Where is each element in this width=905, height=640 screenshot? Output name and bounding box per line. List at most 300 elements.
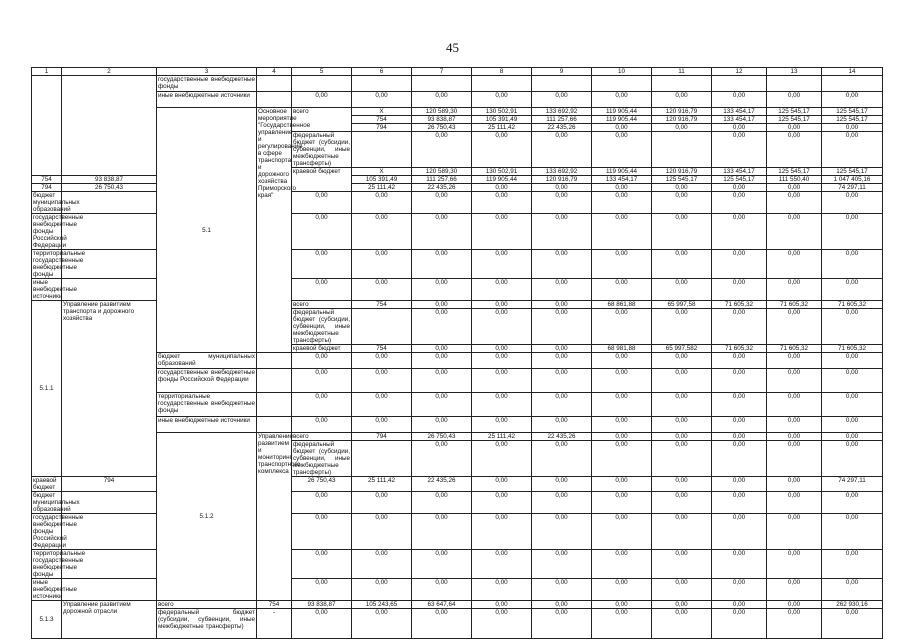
table-cell: 0,00 — [352, 550, 412, 579]
table-cell: 0,00 — [472, 301, 532, 309]
table-cell: 0,00 — [532, 192, 592, 214]
column-number: 8 — [472, 68, 532, 76]
table-cell: 0,00 — [412, 309, 472, 345]
table-cell: 0,00 — [412, 417, 472, 433]
table-cell: 74 297,11 — [822, 184, 883, 192]
table-cell: 0,00 — [472, 609, 532, 639]
table-cell: 0,00 — [712, 441, 767, 477]
table-cell: 0,00 — [472, 369, 532, 393]
table-cell — [257, 393, 292, 417]
table-cell: 0,00 — [652, 601, 712, 609]
table-cell: 125 545,17 — [767, 116, 822, 124]
table-cell: 0,00 — [652, 609, 712, 639]
table-cell: 0,00 — [532, 214, 592, 250]
table-cell: 754 — [257, 601, 292, 609]
table-row — [32, 433, 883, 441]
table-cell: 0,00 — [822, 514, 883, 550]
table-cell — [257, 417, 292, 433]
table-cell: 125 545,17 — [822, 108, 883, 116]
table-cell: 0,00 — [352, 609, 412, 639]
table-cell: 0,00 — [412, 579, 472, 601]
table-cell: 0,00 — [652, 492, 712, 514]
table-cell: 0,00 — [532, 132, 592, 168]
table-cell: 0,00 — [472, 309, 532, 345]
table-cell: государственные внебюджетные фонды Российской Федерации — [33, 514, 84, 549]
table-cell — [62, 76, 157, 176]
table-cell: 0,00 — [472, 492, 532, 514]
table-cell: 0,00 — [472, 214, 532, 250]
table-cell: 125 545,17 — [822, 116, 883, 124]
table-cell: федеральный бюджет (субсидии, субвенции, иные межбюджетные трансферты) — [293, 132, 350, 167]
table-cell: всего — [157, 601, 257, 609]
table-cell: 0,00 — [712, 214, 767, 250]
table-cell: 0,00 — [652, 353, 712, 369]
table-cell: 0,00 — [712, 417, 767, 433]
table-cell: Управление развитием транспорта и дорожного хозяйства — [62, 301, 157, 477]
table-row — [32, 393, 883, 417]
table-cell: 0,00 — [292, 369, 352, 393]
table-cell: 0,00 — [592, 477, 652, 492]
table-cell — [32, 76, 62, 176]
table-cell: 0,00 — [767, 132, 822, 168]
table-cell: 65 997,58 — [652, 301, 712, 309]
table-cell: 125 545,17 — [652, 176, 712, 184]
table-cell: 0,00 — [712, 250, 767, 279]
table-cell: 0,00 — [472, 250, 532, 279]
table-cell: 0,00 — [712, 369, 767, 393]
table-cell — [412, 76, 472, 92]
table-cell: 5.1.3 — [32, 601, 62, 639]
table-cell: 0,00 — [652, 250, 712, 279]
table-cell: 0,00 — [532, 309, 592, 345]
table-cell: 26 750,43 — [292, 477, 352, 492]
table-cell: 0,00 — [652, 477, 712, 492]
table-cell: 0,00 — [532, 550, 592, 579]
table-cell: 754 — [352, 116, 412, 124]
table-cell: 0,00 — [472, 441, 532, 477]
table-cell: 120 916,79 — [652, 168, 712, 176]
table-cell: 0,00 — [767, 514, 822, 550]
table-cell: 0,00 — [822, 192, 883, 214]
table-cell: 0,00 — [352, 279, 412, 301]
table-cell: 119 905,44 — [592, 108, 652, 116]
table-cell: 794 — [32, 184, 62, 192]
table-cell: 0,00 — [472, 353, 532, 369]
column-number: 13 — [767, 68, 822, 76]
table-cell: 0,00 — [412, 192, 472, 214]
table-cell: 0,00 — [767, 441, 822, 477]
table-cell: 0,00 — [532, 441, 592, 477]
table-cell: 0,00 — [352, 369, 412, 393]
table-cell: федеральный бюджет (субсидии, субвенции, иные межбюджетные трансферты) — [293, 309, 350, 344]
column-number: 11 — [652, 68, 712, 76]
table-row — [32, 601, 883, 609]
table-cell: 0,00 — [592, 250, 652, 279]
table-cell: 0,00 — [592, 550, 652, 579]
table-cell — [257, 92, 292, 108]
table-cell: 111 257,66 — [412, 176, 472, 184]
table-cell: 0,00 — [352, 579, 412, 601]
table-cell: 0,00 — [472, 477, 532, 492]
table-cell — [652, 132, 712, 168]
table-cell: 0,00 — [412, 441, 472, 477]
table-cell: федеральный бюджет (субсидии, субвенции, иные межбюджетные трансферты) — [293, 441, 350, 476]
table-cell: 0,00 — [652, 393, 712, 417]
table-cell: 0,00 — [822, 393, 883, 417]
table-cell: 63 647,64 — [412, 601, 472, 609]
table-cell: 0,00 — [822, 433, 883, 441]
table-cell: 0,00 — [712, 609, 767, 639]
table-cell: 0,00 — [767, 550, 822, 579]
table-cell: 0,00 — [767, 192, 822, 214]
table-cell: 0,00 — [592, 184, 652, 192]
table-cell: Х — [352, 108, 412, 116]
table-cell: 0,00 — [472, 192, 532, 214]
table-cell: 25 111,42 — [352, 477, 412, 492]
table-cell: 0,00 — [592, 279, 652, 301]
table-cell: 754 — [352, 301, 412, 309]
table-cell: 0,00 — [592, 92, 652, 108]
column-number-row — [32, 68, 883, 76]
table-cell: 0,00 — [412, 393, 472, 417]
table-cell: 0,00 — [532, 184, 592, 192]
table-cell: 5.1.2 — [157, 433, 257, 601]
column-number: 7 — [412, 68, 472, 76]
table-cell: 0,00 — [592, 309, 652, 345]
table-cell: 0,00 — [592, 601, 652, 609]
table-cell: 22 435,26 — [412, 477, 472, 492]
table-cell: 71 605,32 — [712, 301, 767, 309]
table-cell: 0,00 — [412, 250, 472, 279]
table-cell: 0,00 — [532, 279, 592, 301]
table-cell: 120 916,79 — [652, 116, 712, 124]
table-cell: 0,00 — [532, 492, 592, 514]
column-number: 10 — [592, 68, 652, 76]
table-cell: 133 692,92 — [532, 108, 592, 116]
column-number: 6 — [352, 68, 412, 76]
table-cell: 133 454,17 — [592, 176, 652, 184]
table-cell: 0,00 — [352, 393, 412, 417]
table-cell: 0,00 — [592, 353, 652, 369]
table-cell — [712, 76, 767, 92]
table-cell: 0,00 — [352, 353, 412, 369]
table-cell: 0,00 — [767, 579, 822, 601]
table-cell: 0,00 — [292, 550, 352, 579]
table-cell: 0,00 — [352, 417, 412, 433]
table-cell: территориальные государственные внебюджетные фонды — [33, 550, 86, 578]
table-cell: 0,00 — [592, 417, 652, 433]
table-cell: 0,00 — [822, 279, 883, 301]
table-cell: 0,00 — [472, 345, 532, 353]
table-cell: 0,00 — [767, 279, 822, 301]
table-cell: 130 502,91 — [472, 168, 532, 176]
table-cell: 0,00 — [592, 579, 652, 601]
table-cell: 0,00 — [592, 514, 652, 550]
table-cell: 0,00 — [712, 492, 767, 514]
table-cell: 0,00 — [652, 214, 712, 250]
table-row — [32, 609, 883, 639]
table-cell: 0,00 — [712, 601, 767, 609]
table-cell: 68 981,88 — [592, 345, 652, 353]
table-cell: 0,00 — [652, 124, 712, 132]
table-cell: 133 454,17 — [712, 116, 767, 124]
table-cell: 0,00 — [292, 514, 352, 550]
table-cell: 0,00 — [822, 353, 883, 369]
table-cell — [767, 76, 822, 92]
table-cell: 0,00 — [352, 250, 412, 279]
table-cell: 0,00 — [712, 433, 767, 441]
table-cell: 0,00 — [472, 132, 532, 168]
table-cell — [532, 76, 592, 92]
table-cell: 0,00 — [412, 609, 472, 639]
table-cell — [352, 132, 412, 168]
table-cell: 794 — [352, 433, 412, 441]
table-cell: 0,00 — [292, 393, 352, 417]
table-cell: 0,00 — [412, 492, 472, 514]
table-cell: 111 257,66 — [532, 116, 592, 124]
table-cell: 105 243,65 — [352, 601, 412, 609]
table-cell: 0,00 — [712, 353, 767, 369]
table-cell: 0,00 — [712, 192, 767, 214]
table-cell: 0,00 — [822, 369, 883, 393]
table-cell: 0,00 — [712, 309, 767, 345]
table-cell: 71 605,32 — [822, 345, 883, 353]
table-cell: 0,00 — [652, 514, 712, 550]
table-cell: 0,00 — [292, 492, 352, 514]
table-cell: 0,00 — [352, 92, 412, 108]
table-cell: 0,00 — [822, 124, 883, 132]
table-cell: 0,00 — [712, 393, 767, 417]
table-cell: 754 — [352, 345, 412, 353]
table-cell — [352, 309, 412, 345]
table-cell: 0,00 — [472, 184, 532, 192]
table-cell: 0,00 — [712, 514, 767, 550]
table-cell: 0,00 — [767, 601, 822, 609]
table-cell: 120 589,30 — [412, 168, 472, 176]
column-number: 1 — [32, 68, 62, 76]
table-cell: 0,00 — [472, 601, 532, 609]
column-number: 12 — [712, 68, 767, 76]
table-cell: 0,00 — [712, 124, 767, 132]
table-cell: 0,00 — [767, 477, 822, 492]
table-cell: 0,00 — [652, 579, 712, 601]
table-cell — [352, 76, 412, 92]
table-row — [32, 92, 883, 108]
table-cell: Управление развитием дорожной отрасли — [62, 601, 157, 639]
table-cell: 0,00 — [352, 492, 412, 514]
table-cell: 0,00 — [412, 214, 472, 250]
table-cell: 0,00 — [652, 369, 712, 393]
table-cell: краевой бюджет — [292, 345, 352, 353]
column-number: 3 — [157, 68, 257, 76]
table-cell: всего — [292, 301, 352, 309]
column-number: 9 — [532, 68, 592, 76]
table-cell: 0,00 — [767, 124, 822, 132]
table-cell: 0,00 — [472, 579, 532, 601]
table-cell: 0,00 — [822, 550, 883, 579]
table-cell: 0,00 — [652, 92, 712, 108]
table-cell: 5.1 — [157, 108, 257, 353]
table-cell: 0,00 — [592, 393, 652, 417]
table-cell: 0,00 — [352, 214, 412, 250]
table-cell: 0,00 — [472, 417, 532, 433]
table-cell: 0,00 — [712, 132, 767, 168]
table-cell: 0,00 — [652, 550, 712, 579]
table-cell: 133 454,17 — [712, 168, 767, 176]
table-cell: 0,00 — [652, 417, 712, 433]
table-cell: краевой бюджет — [32, 477, 62, 492]
table-cell: 0,00 — [292, 214, 352, 250]
table-cell: 130 502,91 — [472, 108, 532, 116]
table-cell: 0,00 — [292, 579, 352, 601]
table-cell: 111 550,40 — [767, 176, 822, 184]
table-cell: Х — [352, 168, 412, 176]
table-cell: 119 905,44 — [472, 176, 532, 184]
table-cell: 0,00 — [592, 124, 652, 132]
table-cell: 0,00 — [652, 309, 712, 345]
table-cell: 125 545,17 — [767, 108, 822, 116]
table-cell: 1 047 405,16 — [822, 176, 883, 184]
table-cell: 22 435,26 — [532, 433, 592, 441]
table-cell: 26 750,43 — [62, 184, 157, 192]
table-cell: 119 905,44 — [592, 116, 652, 124]
table-cell: 25 111,42 — [472, 124, 532, 132]
table-cell: 0,00 — [822, 417, 883, 433]
table-cell: 0,00 — [592, 369, 652, 393]
table-cell: 0,00 — [352, 192, 412, 214]
table-cell: 0,00 — [712, 550, 767, 579]
table-cell: 0,00 — [712, 92, 767, 108]
table-cell: 0,00 — [652, 441, 712, 477]
table-cell: всего — [292, 433, 352, 441]
table-cell: 0,00 — [652, 279, 712, 301]
table-cell: 93 838,87 — [292, 601, 352, 609]
table-cell: 0,00 — [472, 514, 532, 550]
table-cell: 25 111,42 — [352, 184, 412, 192]
table-cell: 0,00 — [292, 279, 352, 301]
table-cell — [652, 76, 712, 92]
table-cell: 0,00 — [592, 433, 652, 441]
table-cell: государственные внебюджетные фонды — [158, 76, 255, 90]
table-row — [32, 108, 883, 116]
table-cell: 0,00 — [822, 492, 883, 514]
table-cell — [822, 76, 883, 92]
table-cell: - — [257, 609, 292, 639]
table-cell — [472, 76, 532, 92]
budget-table — [31, 67, 883, 639]
table-cell: территориальные государственные внебюджетные фонды — [33, 250, 86, 278]
table-cell: 0,00 — [352, 514, 412, 550]
table-row — [32, 76, 883, 92]
table-row — [32, 369, 883, 393]
table-cell: 0,00 — [767, 353, 822, 369]
table-cell — [257, 76, 292, 92]
table-cell: 0,00 — [767, 214, 822, 250]
table-row — [32, 417, 883, 433]
table-cell: 0,00 — [472, 92, 532, 108]
table-row — [32, 353, 883, 369]
column-number: 5 — [292, 68, 352, 76]
table-cell: 0,00 — [767, 369, 822, 393]
table-cell: 0,00 — [822, 309, 883, 345]
table-cell: 22 435,26 — [412, 184, 472, 192]
table-cell: 0,00 — [712, 184, 767, 192]
table-cell: 105 391,49 — [352, 176, 412, 184]
table-cell: 125 545,17 — [767, 168, 822, 176]
table-cell: 120 916,79 — [532, 176, 592, 184]
table-cell — [292, 76, 352, 92]
table-cell: 71 605,32 — [822, 301, 883, 309]
table-cell: государственные внебюджетные фонды Российской Федерации — [157, 369, 257, 393]
table-cell: 0,00 — [412, 345, 472, 353]
table-cell: 0,00 — [412, 92, 472, 108]
table-cell: иные внебюджетные источники — [33, 579, 78, 600]
table-cell: 0,00 — [412, 279, 472, 301]
table-cell: 0,00 — [532, 477, 592, 492]
table-cell: государственные внебюджетные фонды Российской Федерации — [33, 214, 84, 249]
table-cell: 125 545,17 — [712, 176, 767, 184]
table-cell: 0,00 — [592, 609, 652, 639]
table-cell: 0,00 — [532, 393, 592, 417]
table-cell: 0,00 — [532, 345, 592, 353]
table-cell: 0,00 — [822, 579, 883, 601]
table-cell: иные внебюджетные источники — [157, 417, 257, 433]
table-cell: 754 — [32, 176, 62, 184]
table-cell: 0,00 — [532, 609, 592, 639]
table-cell — [257, 353, 292, 369]
table-cell: 74 297,11 — [822, 477, 883, 492]
table-cell: 0,00 — [532, 601, 592, 609]
table-cell: 0,00 — [712, 579, 767, 601]
table-cell: 0,00 — [412, 550, 472, 579]
table-cell: 25 111,42 — [472, 433, 532, 441]
table-cell: бюджет муниципальных образований — [33, 492, 80, 513]
table-cell — [352, 441, 412, 477]
table-cell: 0,00 — [292, 192, 352, 214]
column-number: 14 — [822, 68, 883, 76]
table-cell: 0,00 — [767, 609, 822, 639]
table-cell — [592, 76, 652, 92]
table-cell: 71 605,32 — [767, 301, 822, 309]
table-cell: 133 454,17 — [712, 108, 767, 116]
table-cell: 0,00 — [592, 214, 652, 250]
table-cell: 0,00 — [292, 609, 352, 639]
table-cell: 0,00 — [592, 132, 652, 168]
table-cell: 5.1.1 — [32, 301, 62, 477]
table-cell: всего — [292, 108, 352, 132]
table-cell: 0,00 — [652, 184, 712, 192]
table-cell: 0,00 — [532, 92, 592, 108]
table-cell: бюджет муниципальных образований — [33, 192, 80, 213]
table-cell: 0,00 — [822, 441, 883, 477]
table-cell: Основное мероприятие "Государственное управление и регулирование в сфере транспорта и дорожного хозяйства Приморского края" — [257, 108, 292, 353]
table-cell: 0,00 — [292, 92, 352, 108]
table-cell: 93 838,87 — [412, 116, 472, 124]
table-cell: 0,00 — [822, 250, 883, 279]
table-cell: 0,00 — [822, 609, 883, 639]
table-cell: 0,00 — [412, 353, 472, 369]
table-cell: 120 589,30 — [412, 108, 472, 116]
table-cell: 0,00 — [472, 279, 532, 301]
table-cell: 119 905,44 — [592, 168, 652, 176]
table-cell: 0,00 — [767, 393, 822, 417]
table-cell: 0,00 — [292, 353, 352, 369]
table-cell: 0,00 — [532, 579, 592, 601]
table-cell: 0,00 — [472, 393, 532, 417]
table-cell: федеральный бюджет (субсидии, субвенции, иные межбюджетные трансферты) — [157, 609, 257, 639]
table-cell: 0,00 — [822, 214, 883, 250]
table-cell: иные внебюджетные источники — [33, 279, 78, 300]
